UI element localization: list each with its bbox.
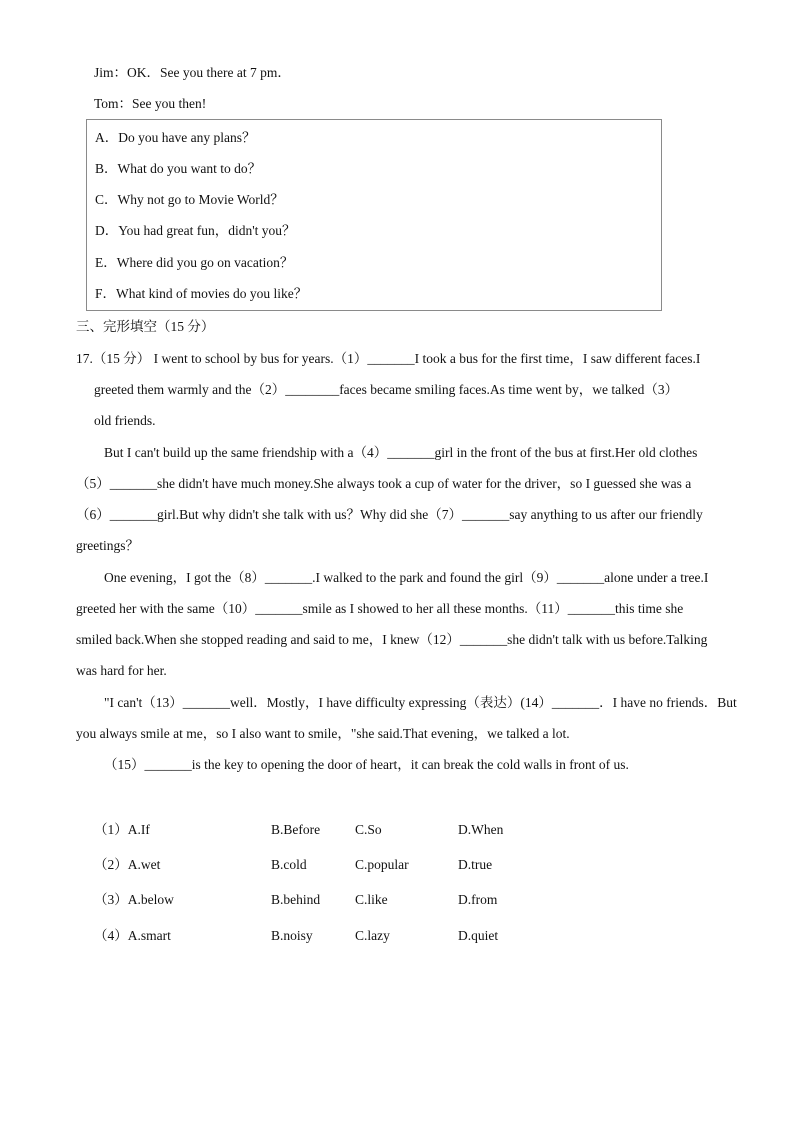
options-box xyxy=(86,119,662,311)
choice-a: （3）A.below xyxy=(94,892,174,907)
passage-line: （15）_______is the key to opening the door of heart，it can break the cold walls in front of us. xyxy=(104,757,629,772)
choice-b: B.cold xyxy=(271,857,307,872)
passage-line: greetings？ xyxy=(76,538,139,553)
option-f: F．What kind of movies do you like？ xyxy=(95,286,308,301)
choice-b: B.noisy xyxy=(271,928,313,943)
option-a: A．Do you have any plans？ xyxy=(95,130,256,145)
choice-c: C.like xyxy=(355,892,388,907)
passage-line: greeted her with the same（10）_______smile as I showed to her all these months.（11）_______this time she xyxy=(76,601,684,616)
passage-line: 17.（15 分） I went to school by bus for years.（1）_______I took a bus for the first time，I saw different faces.I xyxy=(76,351,701,366)
passage-line: smiled back.When she stopped reading and said to me，I knew（12）_______she didn't talk with us before.Talking xyxy=(76,632,708,647)
passage-line: you always smile at me，so I also want to smile，"she said.That evening，we talked a lot. xyxy=(76,726,570,741)
choice-d: D.quiet xyxy=(458,928,499,943)
option-d: D．You had great fun，didn't you？ xyxy=(95,223,296,238)
choice-b: B.Before xyxy=(271,822,321,837)
dialogue-line: Tom：See you then! xyxy=(94,96,207,111)
dialogue-line: Jim：OK．See you there at 7 pm． xyxy=(94,65,291,80)
passage-line: "I can't（13）_______well．Mostly，I have difficulty expressing（表达）(14）_______．I have no friends．But xyxy=(104,695,737,710)
choice-b: B.behind xyxy=(271,892,321,907)
choice-a: （1）A.If xyxy=(94,822,150,837)
choice-d: D.from xyxy=(458,892,498,907)
passage-line: （6）_______girl.But why didn't she talk with us？Why did she（7）_______say anything to us after our friendly xyxy=(76,507,703,522)
option-b: B．What do you want to do？ xyxy=(95,161,262,176)
choice-d: D.true xyxy=(458,857,493,872)
choice-d: D.When xyxy=(458,822,504,837)
choice-c: C.lazy xyxy=(355,928,390,943)
section-title: 三、完形填空（15 分） xyxy=(76,319,215,334)
choice-c: C.popular xyxy=(355,857,409,872)
passage-line: One evening，I got the（8）_______.I walked to the park and found the girl（9）_______alone under a tree.I xyxy=(104,570,709,585)
passage-line: greeted them warmly and the（2）________faces became smiling faces.As time went by，we talked（3） xyxy=(94,382,679,397)
choice-a: （2）A.wet xyxy=(94,857,161,872)
passage-line: old friends. xyxy=(94,413,156,428)
option-e: E．Where did you go on vacation？ xyxy=(95,255,294,270)
option-c: C．Why not go to Movie World？ xyxy=(95,192,284,207)
passage-line: But I can't build up the same friendship with a（4）_______girl in the front of the bus at first.Her old clothes xyxy=(104,445,698,460)
passage-line: was hard for her. xyxy=(76,663,167,678)
passage-line: （5）_______she didn't have much money.She always took a cup of water for the driver，so I guessed she was a xyxy=(76,476,692,491)
choice-a: （4）A.smart xyxy=(94,928,171,943)
choice-c: C.So xyxy=(355,822,382,837)
